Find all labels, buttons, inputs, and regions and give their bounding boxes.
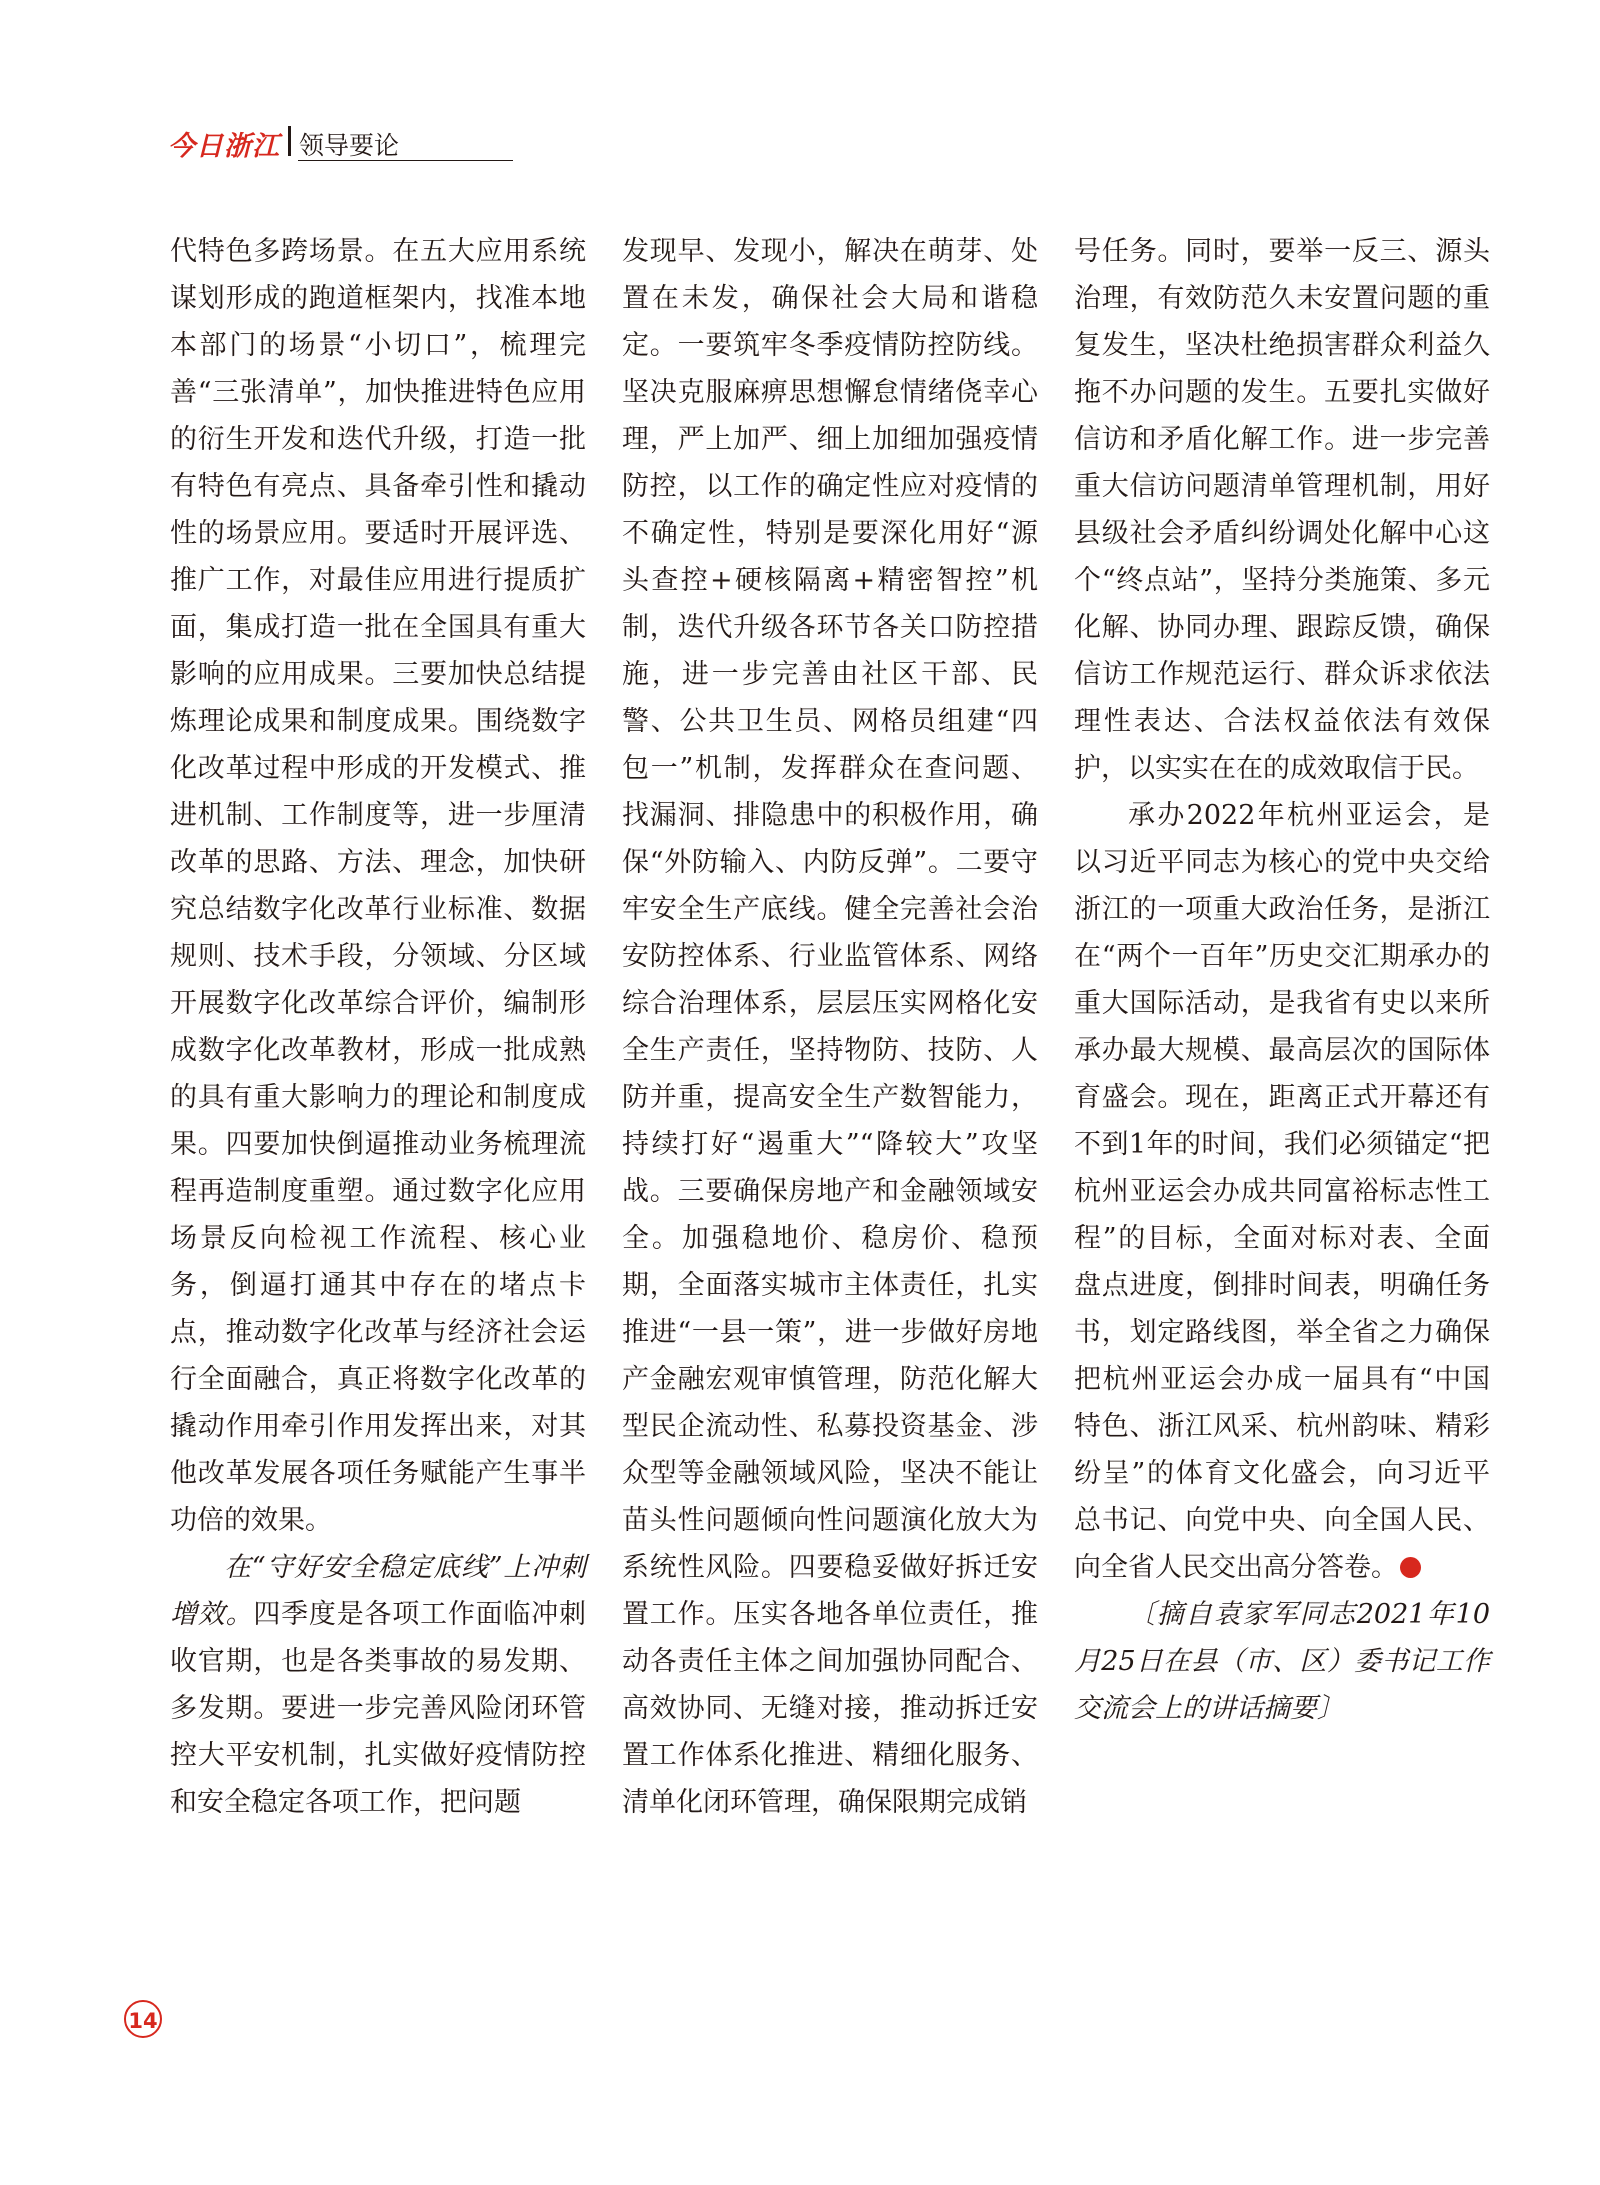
magazine-logo: 今日浙江 [168, 131, 280, 162]
page-header [168, 118, 513, 162]
paragraph-body: 四季度是各项工作面临冲刺收官期，也是各类事故的易发期、多发期。要进一步完善风险闭环管控大平安机制，扎实做好疫情防控和安全稳定各项工作，把问题 [170, 1599, 587, 1818]
paragraph-lead: 在“守好安全稳定底线”上冲刺增效。 [170, 1552, 586, 1630]
paragraph: 发现早、发现小，解决在萌芽、处置在未发，确保社会大局和谐稳定。一要筑牢冬季疫情防控防线。坚决克服麻痹思想懈怠情绪侥幸心理，严上加严、细上加细加强疫情防控，以工作的确定性应对疫情的不确定性，特别是要深化用好“源头查控+硬核隔离+精密智控”机制，迭代升级各环节各关口防控措施，进一步完善由社区干部、民警、公共卫生员、网格员组建“四包一”机制，发挥群众在查问题、找漏洞、排隐患中的积极作用，确保“外防输入、内防反弹”。二要守牢安全生产底线。健全完善社会治安防控体系、行业监管体系、网络综合治理体系，层层压实网格化安全生产责任，坚持物防、技防、人防并重，提高安全生产数智能力，持续打好“遏重大”“降较大”攻坚战。三要确保房地产和金融领域安全。加强稳地价、稳房价、稳预期，全面落实城市主体责任，扎实推进“一县一策”，进一步做好房地产金融宏观审慎管理，防范化解大型民企流动性、私募投资基金、涉众型等金融领域风险，坚决不能让苗头性问题倾向性问题演化放大为系统性风险。四要稳妥做好拆迁安置工作。压实各地各单位责任，推动各责任主体之间加强协同配合、高效协同、无缝对接，推动拆迁安置工作体系化推进、精细化服务、清单化闭环管理，确保限期完成销 [622, 236, 1038, 1818]
source-note: 〔摘自袁家军同志2021年10月25日在县（市、区）委书记工作交流会上的讲话摘要〕 [1074, 1599, 1490, 1724]
paragraph: 代特色多跨场景。在五大应用系统谋划形成的跑道框架内，找准本地本部门的场景“小切口”，梳理完善“三张清单”，加快推进特色应用的衍生开发和迭代升级，打造一批有特色有亮点、具备牵引性和撬动性的场景应用。要适时开展评选、推广工作，对最佳应用进行提质扩面，集成打造一批在全国具有重大影响的应用成果。三要加快总结提炼理论成果和制度成果。围绕数字化改革过程中形成的开发模式、推进机制、工作制度等，进一步厘清改革的思路、方法、理念，加快研究总结数字化改革行业标准、数据规则、技术手段，分领域、分区域开展数字化改革综合评价，编制形成数字化改革教材，形成一批成熟的具有重大影响力的理论和制度成果。四要加快倒逼推动业务梳理流程再造制度重塑。通过数字化应用场景反向检视工作流程、核心业务，倒逼打通其中存在的堵点卡点，推动数字化改革与经济社会运行全面融合，真正将数字化改革的撬动作用牵引作用发挥出来，对其他改革发展各项任务赋能产生事半功倍的效果。 [170, 236, 586, 1536]
paragraph-body: 承办2022年杭州亚运会，是以习近平同志为核心的党中央交给浙江的一项重大政治任务，是浙江在“两个一百年”历史交汇期承办的重大国际活动，是我省有史以来所承办最大规模、最高层次的国际体育盛会。现在，距离正式开幕还有不到1年的时间，我们必须锚定“把杭州亚运会办成共同富裕标志性工程”的目标，全面对标对表、全面盘点进度，倒排时间表，明确任务书，划定路线图，举全省之力确保把杭州亚运会办成一届具有“中国特色、浙江风采、杭州韵味、精彩纷呈”的体育文化盛会，向习近平总书记、向党中央、向全国人民、向全省人民交出高分答卷。 [1074, 800, 1490, 1583]
paragraph: 号任务。同时，要举一反三、源头治理，有效防范久未安置问题的重复发生，坚决杜绝损害群众利益久拖不办问题的发生。五要扎实做好信访和矛盾化解工作。进一步完善重大信访问题清单管理机制，用好县级社会矛盾纠纷调处化解中心这个“终点站”，坚持分类施策、多元化解、协同办理、跟踪反馈，确保信访工作规范运行、群众诉求依法理性表达、合法权益依法有效保护，以实实在在的成效取信于民。 [1074, 236, 1490, 784]
section-title: 领导要论 [299, 131, 400, 160]
header-divider [288, 126, 291, 156]
paragraph [1074, 792, 1490, 1591]
text-column-2 [622, 228, 1038, 1826]
page-number: 14 [124, 2000, 162, 2038]
text-column-1 [170, 228, 586, 1826]
text-column-3 [1074, 228, 1490, 1732]
end-mark-icon [1400, 1557, 1421, 1578]
header-rule [298, 160, 513, 161]
paragraph [170, 1544, 586, 1826]
